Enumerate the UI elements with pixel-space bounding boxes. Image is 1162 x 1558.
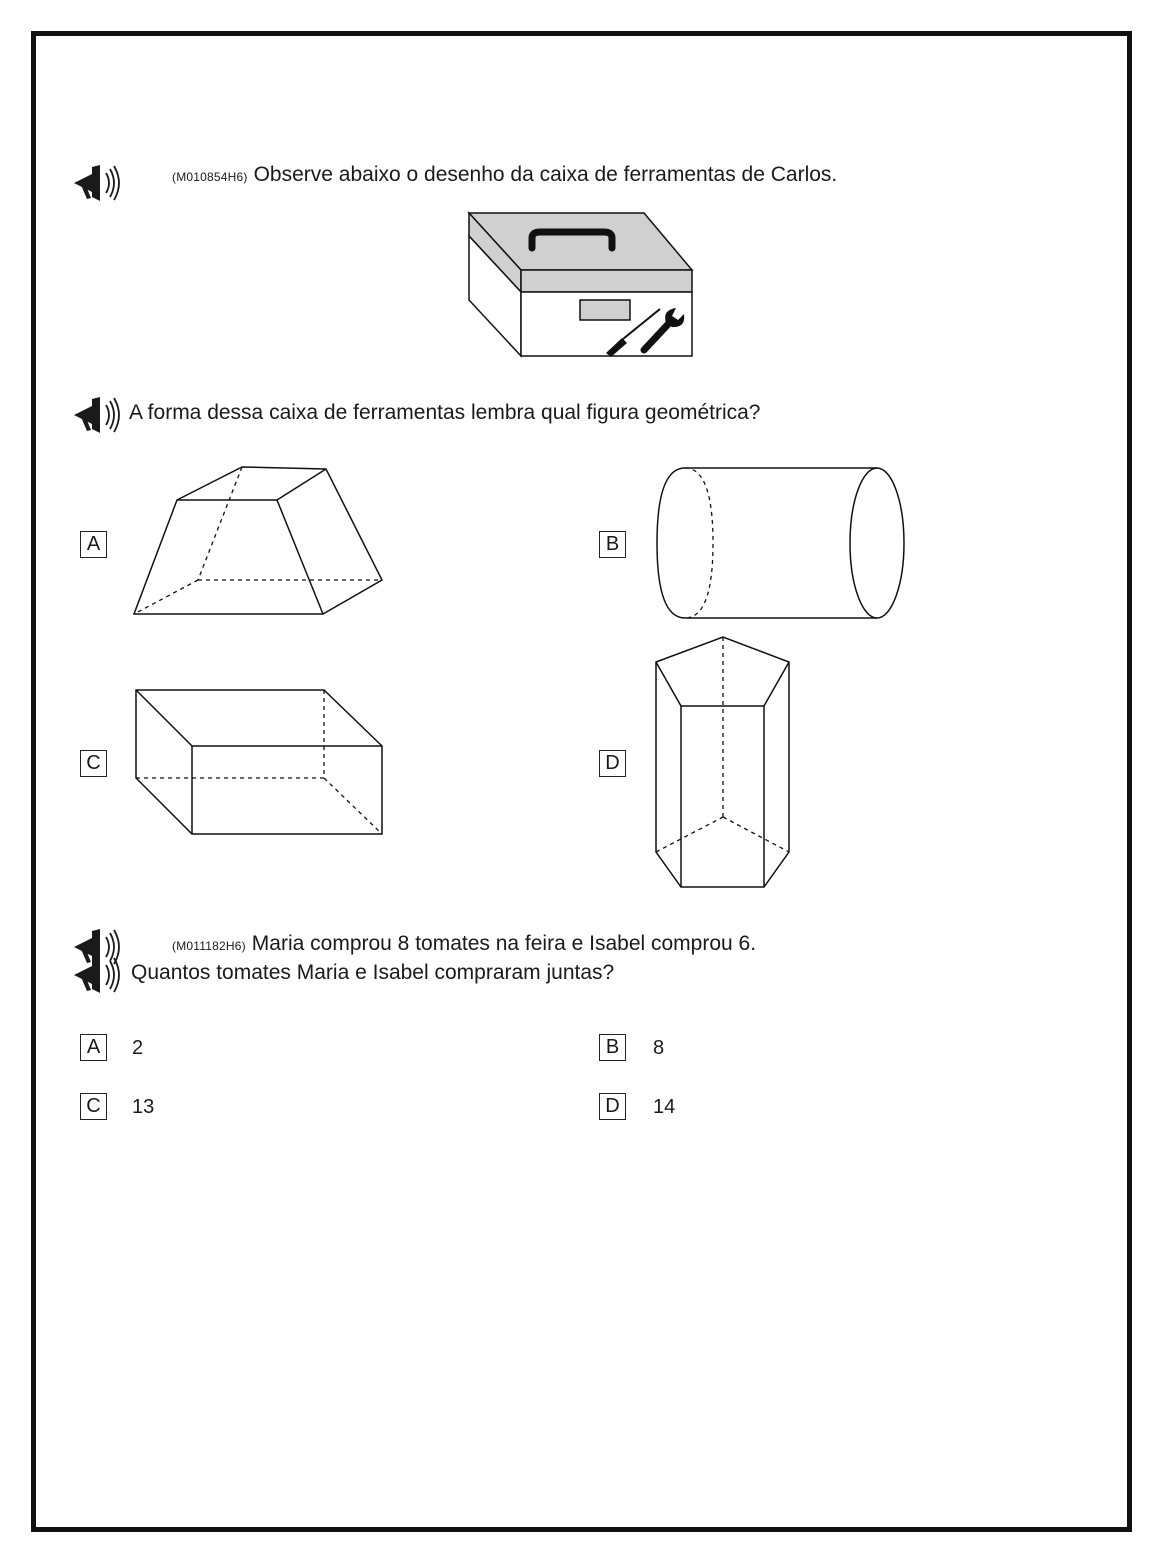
question-code: (M010854H6): [172, 170, 248, 184]
speaker-icon[interactable]: [70, 955, 128, 995]
option-b-cylinder[interactable]: [655, 466, 907, 621]
option-d-label[interactable]: D: [599, 1093, 626, 1120]
option-c-label[interactable]: C: [80, 750, 107, 777]
option-b-value[interactable]: 8: [653, 1037, 665, 1059]
option-a-label[interactable]: A: [80, 531, 107, 558]
option-b-label[interactable]: B: [599, 1034, 626, 1061]
question-text: Observe abaixo o desenho da caixa de ferramentas de Carlos.: [253, 163, 838, 186]
option-d-label[interactable]: D: [599, 750, 626, 777]
question-2-prompt: Quantos tomates Maria e Isabel compraram juntas?: [131, 961, 615, 984]
speaker-icon[interactable]: [70, 163, 128, 203]
option-b-label[interactable]: B: [599, 531, 626, 558]
option-d-pentagonal-prism[interactable]: [652, 634, 794, 892]
option-c-rectangular-prism[interactable]: [133, 688, 387, 838]
question-1-statement: [172, 164, 837, 185]
option-c-value[interactable]: 13: [132, 1096, 155, 1118]
option-a-label[interactable]: A: [80, 1034, 107, 1061]
option-a-truncated-pyramid[interactable]: [128, 462, 390, 622]
question-code: (M011182H6): [172, 939, 246, 953]
question-2-statement: [172, 933, 756, 954]
speaker-icon[interactable]: [70, 395, 128, 435]
question-text: Maria comprou 8 tomates na feira e Isabel comprou 6.: [251, 932, 757, 955]
option-a-value[interactable]: 2: [132, 1037, 144, 1059]
option-d-value[interactable]: 14: [653, 1096, 676, 1118]
option-c-label[interactable]: C: [80, 1093, 107, 1120]
toolbox-illustration: [466, 210, 698, 360]
question-1-prompt: A forma dessa caixa de ferramentas lembra qual figura geométrica?: [129, 401, 761, 424]
